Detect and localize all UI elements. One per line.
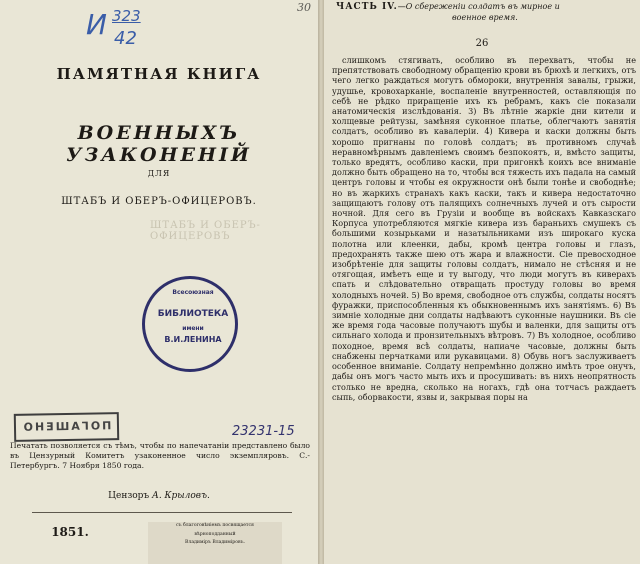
page-number: 26 bbox=[475, 38, 489, 49]
body-text bbox=[332, 55, 636, 402]
inventory-number: 23231-15 bbox=[232, 424, 295, 439]
censor-name: А. Крыловъ. bbox=[152, 491, 210, 501]
dedication-line-2: вѣрноподданный bbox=[194, 531, 236, 537]
cancelled-stamp bbox=[14, 412, 119, 442]
running-header bbox=[336, 2, 636, 12]
header-title: —О сбереженіи солдатъ въ мирное и bbox=[397, 2, 560, 11]
cancelled-stamp-label: ПОГАШЕНО bbox=[21, 419, 112, 434]
library-stamp-line-3: имени bbox=[182, 325, 204, 332]
censor-prefix: Цензоръ bbox=[108, 491, 150, 501]
corner-number: 30 bbox=[297, 1, 311, 14]
divider-rule bbox=[32, 512, 292, 513]
text-page bbox=[324, 0, 640, 564]
library-stamp-line-1: Всесоюзная bbox=[172, 289, 214, 296]
title-line-2: ВОЕННЫХЪ УЗАКОНЕНІЙ bbox=[66, 122, 252, 166]
shelf-mark-number-bottom: 42 bbox=[114, 28, 137, 49]
library-stamp-line-2: БИБЛИОТЕКА bbox=[157, 309, 229, 319]
header-part: ЧАСТЬ IV. bbox=[336, 2, 398, 12]
title-line-3: ДЛЯ bbox=[147, 169, 171, 178]
library-stamp-line-4: В.И.ЛЕНИНА bbox=[164, 335, 222, 344]
shelf-mark bbox=[86, 4, 146, 50]
library-stamp bbox=[142, 276, 238, 372]
title-line-1: ПАМЯТНАЯ КНИГА bbox=[56, 65, 262, 83]
dedication-line-3: Владиміръ Владиміровъ. bbox=[185, 540, 245, 546]
dedication-slip bbox=[148, 522, 282, 564]
body-paragraph: слишкомъ стягивать, особливо въ перехватъ, чтобы не препятствовать свободному обращенію крови въ брюхѣ и легкихъ, отъ чего легко раждаться могутъ обмороки, внутреннія завалы, грыжи, удушье, кровохарканіе, воспаленіе внутренностей, оставляющія по себѣ не рѣдко приращеніе ихъ къ ребрамъ, какъ сіе показали анатомическія изслѣдованія. 3) Въ лѣтніе жаркіе дни кители и холщевые рейтузы, замѣняя суконное платье, облегчаютъ занятія солдатъ, особливо въ кавалеріи. 4) Кивера и каски должны быть хорошо пригнаны по головѣ солдатъ; въ противномъ случаѣ неравномѣрнымъ давленіемъ своимъ безпокоятъ, и, вмѣсто защиты, только вредятъ, особливо каски, при пригонкѣ коихъ все вниманіе должно быть обращено на то, чтобы вся тяжесть ихъ падала на самый центръ головы и чтобы ея окружности онѣ были тонѣе и свободнѣе; но въ жаркихъ странахъ какъ каски, такъ и кивера недостаточно защищаютъ голову отъ палящихъ солнечныхъ лучей и отъ сырости ночной. Для сего въ Грузіи и вообще въ войскахъ Кавказскаго Корпуса употребляются мягкіе кивера изъ бараньихъ смушекъ съ большими козырьками и назатыльниками изъ широкаго куска полотна или клеенки, дабы, кромѣ центра головы и глазъ, предохранять также шею отъ жара и влажности. Сіе превосходное изобрѣтеніе для защиты головы солдатъ, нимало не стѣсняя и не отягощая, имѣетъ еще и ту выгоду, что люди могутъ въ киверахъ спать и слѣдовательно отвращать простуду головы во время холодныхъ ночей. 5) Во время, свободное отъ службы, солдаты носятъ фуражки, приспособленныя къ обыкновеннымъ ихъ занятіямъ. 6) Въ зимніе холодные дни солдаты надѣваютъ суконные наушники. Въ сіе же время года часовые получаютъ шубы и валенки, для защиты отъ сильнаго холода и пронзительныхъ вѣтровъ. 7) Въ холодное, особливо походное, время всѣ солдаты, напиаче часовые, должны быть снабжены перчатками или рукавицами. 8) Обувь ногъ заслуживаетъ особенное вниманіе. Солдату непремѣнно должно имѣть трое онучъ, дабы онъ могъ часто мыть ихъ и просушивать: въ нихъ неопрятность столько не вредна, сколько на ногахъ, гдѣ она тотчасъ раждаетъ сыпь, оборвакости, язвы и, закрывая поры на bbox=[332, 55, 636, 402]
dedication-line-1: съ благоговѣніемъ посвящается bbox=[176, 523, 254, 528]
publication-year: 1851. bbox=[51, 525, 89, 539]
title-page bbox=[0, 0, 318, 564]
shelf-mark-number-top: 323 bbox=[112, 7, 141, 25]
title-line-4: ШТАБЪ И ОБЕРЪ-ОФИЦЕРОВЪ. bbox=[61, 196, 257, 207]
censor-permission: Печатать позволяется съ тѣмъ, чтобы по напечатаніи представлено было въ Цензурный Комитетъ узаконенное число экземпляровъ. С.-Петербургъ. 7 Ноября 1850 года. bbox=[10, 441, 310, 470]
censor-signature bbox=[0, 491, 318, 501]
header-title-continued: военное время. bbox=[452, 13, 518, 22]
bleed-through-text: ШТАБЪ И ОБЕРЪ-ОФИЦЕРОВЪ bbox=[150, 220, 261, 242]
shelf-mark-letter: И bbox=[86, 8, 107, 41]
